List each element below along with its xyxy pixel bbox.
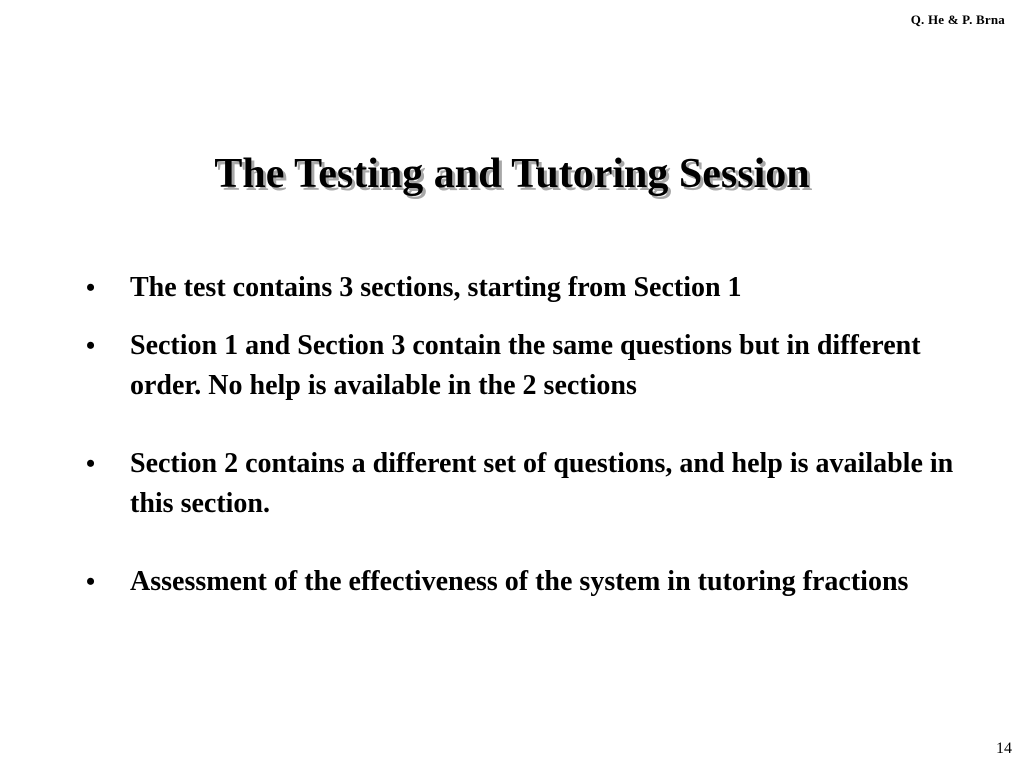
bullet-item [82,326,982,406]
slide-title: The Testing and Tutoring Session [214,151,810,197]
bullet-text: The test contains 3 sections, starting from Section 1 [130,272,742,303]
author-credit: Q. He & P. Brna [910,12,1005,27]
bullet-icon: • [86,273,96,302]
bullet-item [82,562,982,602]
bullet-icon: • [86,567,96,596]
bullet-list [82,268,982,602]
bullet-text: Section 1 and Section 3 contain the same questions but in different order. No help is available in the 2 sections [130,330,921,401]
bullet-icon: • [86,449,96,478]
bullet-text: Section 2 contains a different set of questions, and help is available in this section. [130,448,954,519]
bullet-item [82,268,982,308]
bullet-icon: • [86,331,96,360]
page-number: 14 [996,740,1012,757]
bullet-text: Assessment of the effectiveness of the system in tutoring fractions [130,566,909,597]
bullet-item [82,444,982,524]
